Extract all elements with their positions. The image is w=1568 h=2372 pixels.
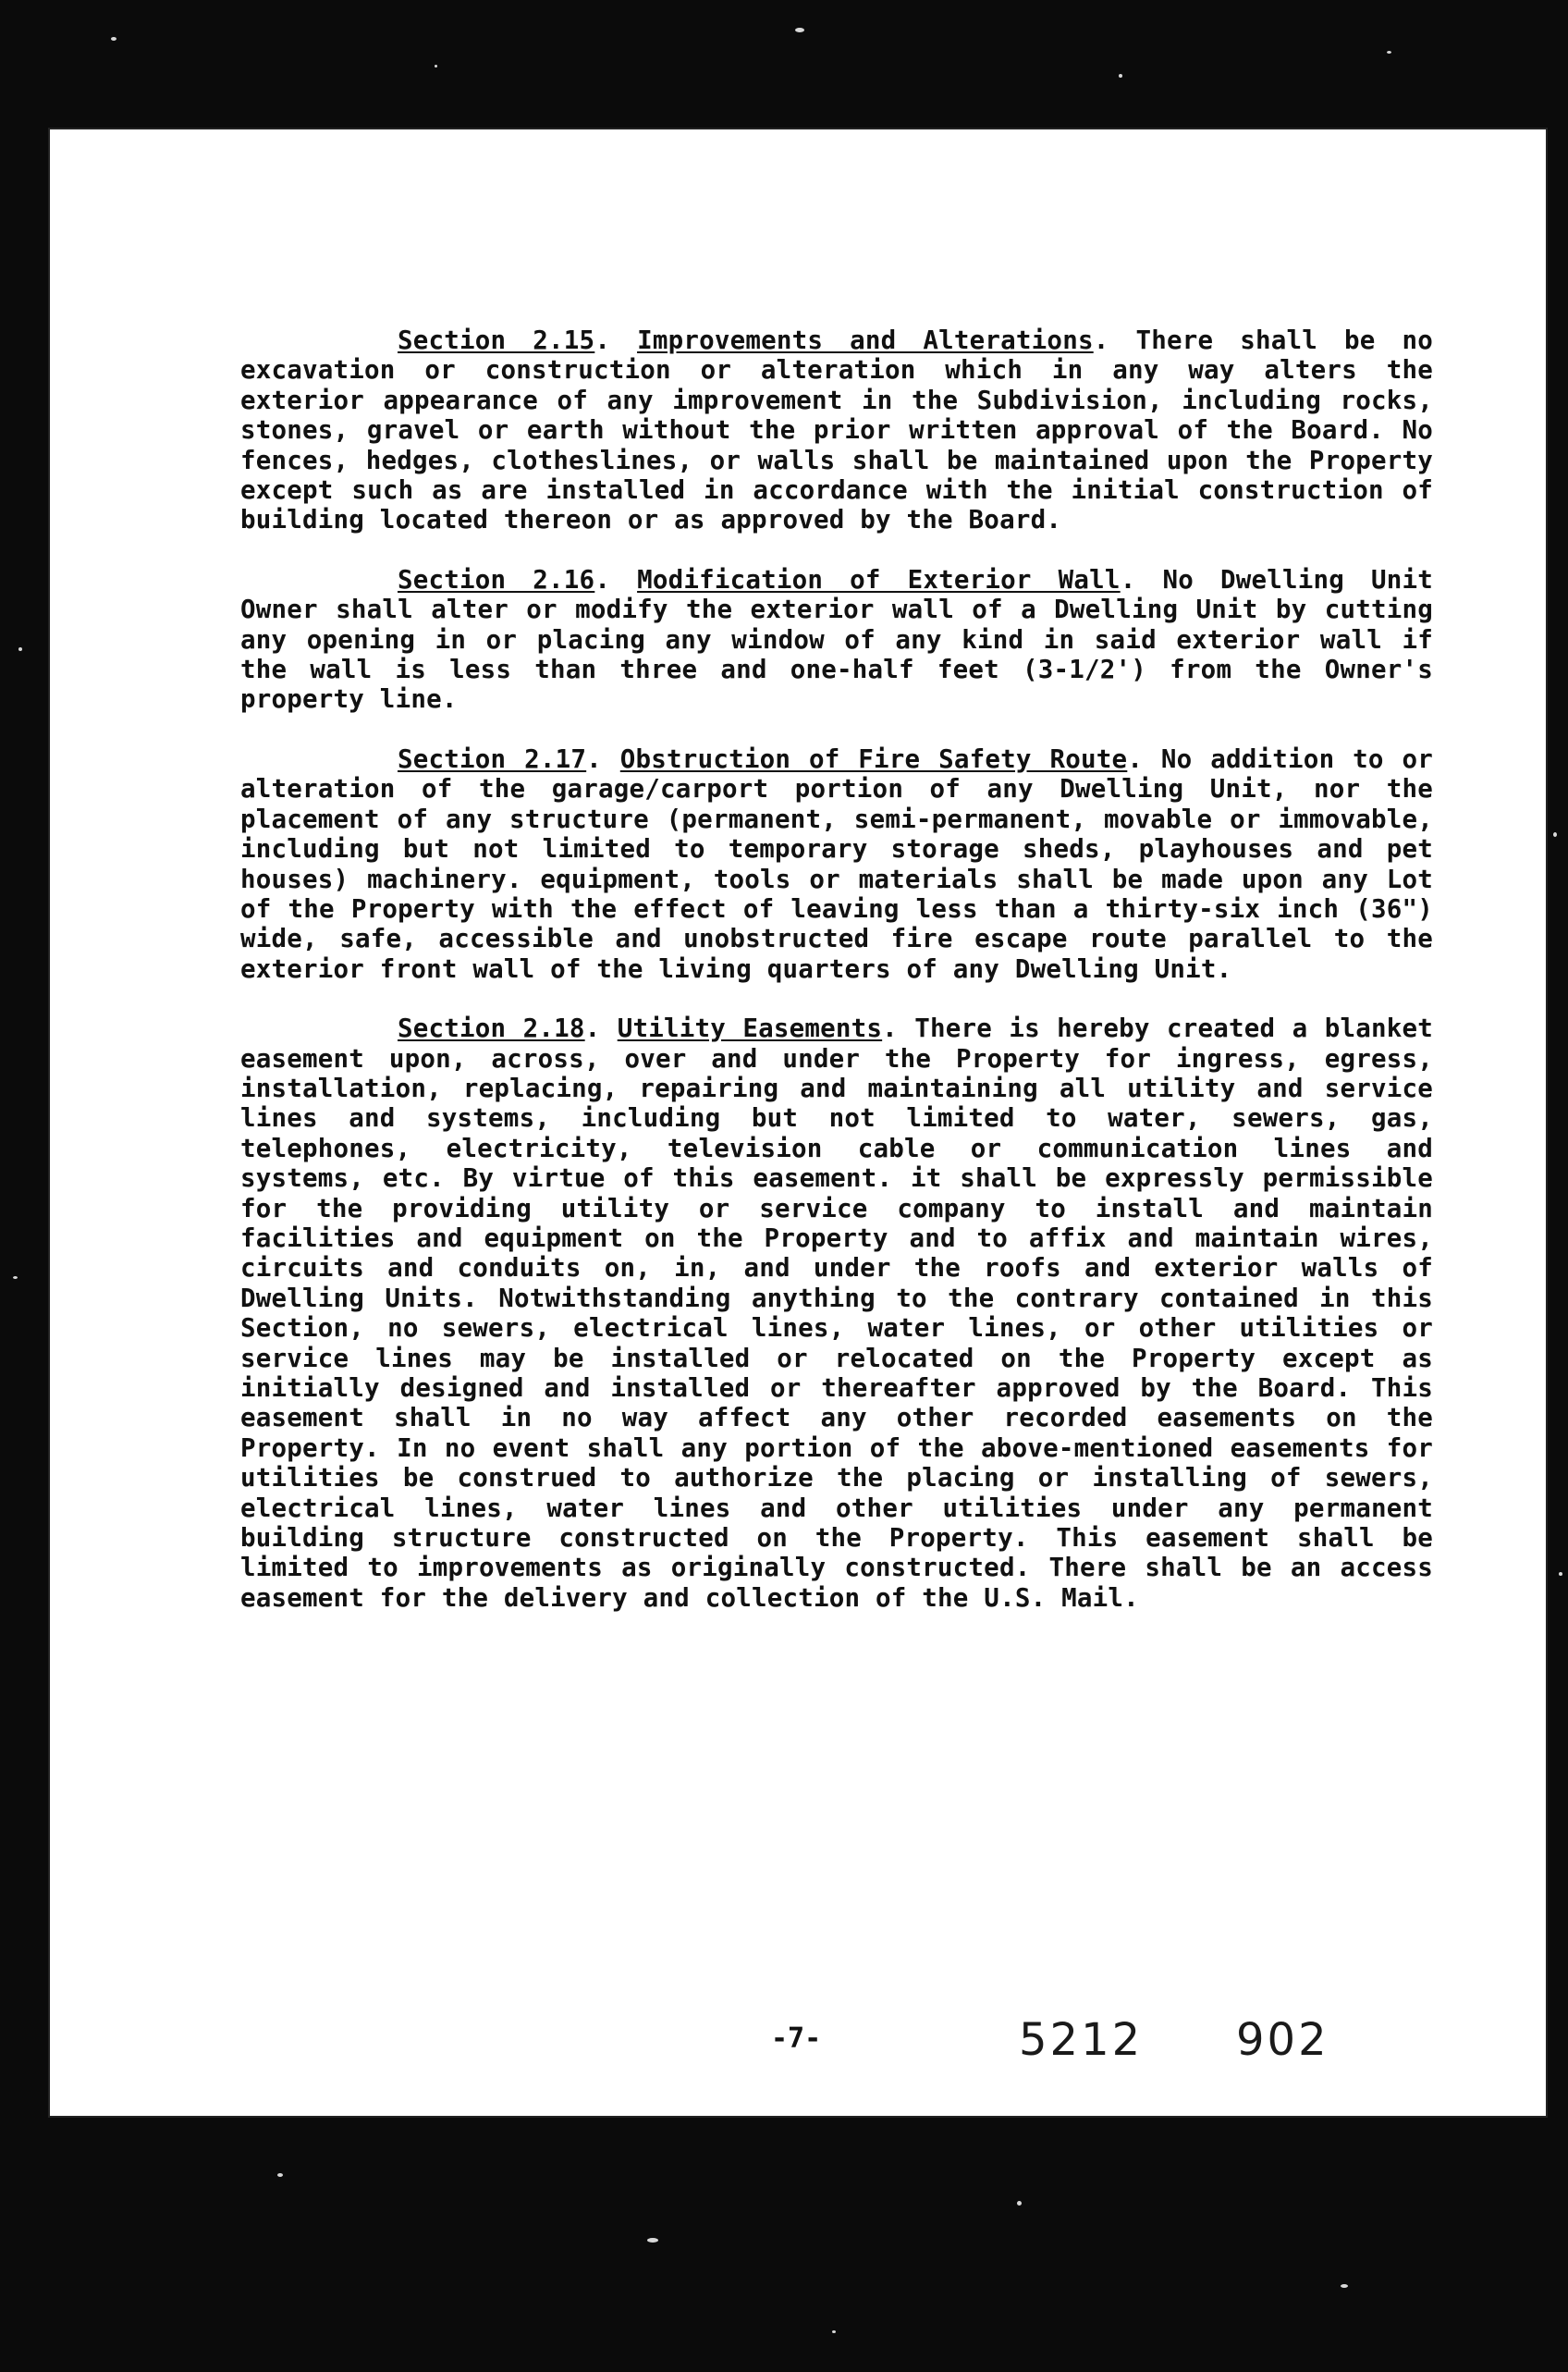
document-body xyxy=(240,326,1433,1642)
document-page xyxy=(48,128,1548,2118)
page-reference: 902 xyxy=(1236,2014,1329,2066)
section-title: Utility Easements xyxy=(617,1014,883,1044)
book-number: 5212 xyxy=(1019,2014,1144,2066)
section-heading: Section 2.16 xyxy=(398,564,595,595)
section-2-17: Section 2.17. Obstruction of Fire Safety Route. No addition to or alteration of the garage/carport portion of any Dwelling Unit, nor the placement of any structure (permanent, semi-permanent, movable or immovable, including but not limited to temporary storage sheds, playhouses and pet houses) machinery. equipment, tools or materials shall be made upon any Lot of the Property with the effect of leaving less than a thirty-six inch (36") wide, safe, accessible and unobstructed fire escape route parallel to the exterior front wall of the living quarters of any Dwelling Unit. xyxy=(240,744,1434,984)
section-title: Improvements and Alterations xyxy=(637,326,1094,355)
section-2-15: Section 2.15. Improvements and Alterations. There shall be no excavation or construction or alteration which in any way alters the exterior appearance of any improvement in the Subdivision, including rocks, stones, gravel or earth without the prior written approval of the Board. No fences, hedges, clotheslines, or walls shall be maintained upon the Property except such as are installed in accordance with the initial construction of building located thereon or as approved by the Board. xyxy=(240,326,1434,535)
section-title: Obstruction of Fire Safety Route xyxy=(619,744,1128,774)
section-text: No Dwelling Unit Owner shall alter or modify the exterior wall of a Dwelling Unit by cutting any opening in or placing any window of any kind in said exterior wall if the wall is less than three and one-half feet (3-1/2') from the Owner's property line. xyxy=(240,564,1434,715)
section-heading: Section 2.18 xyxy=(398,1014,585,1044)
page-number: -7- xyxy=(771,2022,822,2055)
section-heading: Section 2.15 xyxy=(398,326,595,355)
section-text: There is hereby created a blanket easement upon, across, over and under the Property for ingress, egress, installation, replacing, repairing and maintaining all utility and service lines and systems, including but not limited to water, sewers, gas, telephones, electricity, television cable or communication lines and systems, etc. By virtue of this easement. it shall be expressly permissible for the providing utility or service company to install and maintain facilities and equipment on the Property and to affix and maintain wires, circuits and conduits on, in, and under the roofs and exterior walls of Dwelling Units. Notwithstanding anything to the contrary contained in this Section, no sewers, electrical lines, water lines, or other utilities or service lines may be installed or relocated on the Property except as initially designed and installed or thereafter approved by the Board. This easement shall in no way affect any other recorded easements on the Property. In no event shall any portion of the above-mentioned easements for utilities be construed to authorize the placing or installing of sewers, electrical lines, water lines and other utilities under any permanent building structure constructed on the Property. This easement shall be limited to improvements as originally constructed. There shall be an access easement for the delivery and collection of the U.S. Mail. xyxy=(240,1014,1433,1613)
section-text: There shall be no excavation or construction or alteration which in any way alters the exterior appearance of any improvement in the Subdivision, including rocks, stones, gravel or earth without the prior written approval of the Board. No fences, hedges, clotheslines, or walls shall be maintained upon the Property except such as are installed in accordance with the initial construction of building located thereon or as approved by the Board. xyxy=(240,326,1434,535)
section-2-16: Section 2.16. Modification of Exterior Wall. No Dwelling Unit Owner shall alter or modify the exterior wall of a Dwelling Unit by cutting any opening in or placing any window of any kind in said exterior wall if the wall is less than three and one-half feet (3-1/2') from the Owner's property line. xyxy=(240,564,1434,715)
section-text: No addition to or alteration of the garage/carport portion of any Dwelling Unit, nor the placement of any structure (permanent, semi-permanent, movable or immovable, including but not limited to temporary storage sheds, playhouses and pet houses) machinery. equipment, tools or materials shall be made upon any Lot of the Property with the effect of leaving less than a thirty-six inch (36") wide, safe, accessible and unobstructed fire escape route parallel to the exterior front wall of the living quarters of any Dwelling Unit. xyxy=(240,744,1434,984)
section-2-18: Section 2.18. Utility Easements. There is hereby created a blanket easement upon, across, over and under the Property for ingress, egress, installation, replacing, repairing and maintaining all utility and service lines and systems, including but not limited to water, sewers, gas, telephones, electricity, television cable or communication lines and systems, etc. By virtue of this easement. it shall be expressly permissible for the providing utility or service company to install and maintain facilities and equipment on the Property and to affix and maintain wires, circuits and conduits on, in, and under the roofs and exterior walls of Dwelling Units. Notwithstanding anything to the contrary contained in this Section, no sewers, electrical lines, water lines, or other utilities or service lines may be installed or relocated on the Property except as initially designed and installed or thereafter approved by the Board. This easement shall in no way affect any other recorded easements on the Property. In no event shall any portion of the above-mentioned easements for utilities be construed to authorize the placing or installing of sewers, electrical lines, water lines and other utilities under any permanent building structure constructed on the Property. This easement shall be limited to improvements as originally constructed. There shall be an access easement for the delivery and collection of the U.S. Mail. xyxy=(240,1014,1433,1613)
section-title: Modification of Exterior Wall xyxy=(637,564,1121,595)
section-heading: Section 2.17 xyxy=(398,744,587,774)
